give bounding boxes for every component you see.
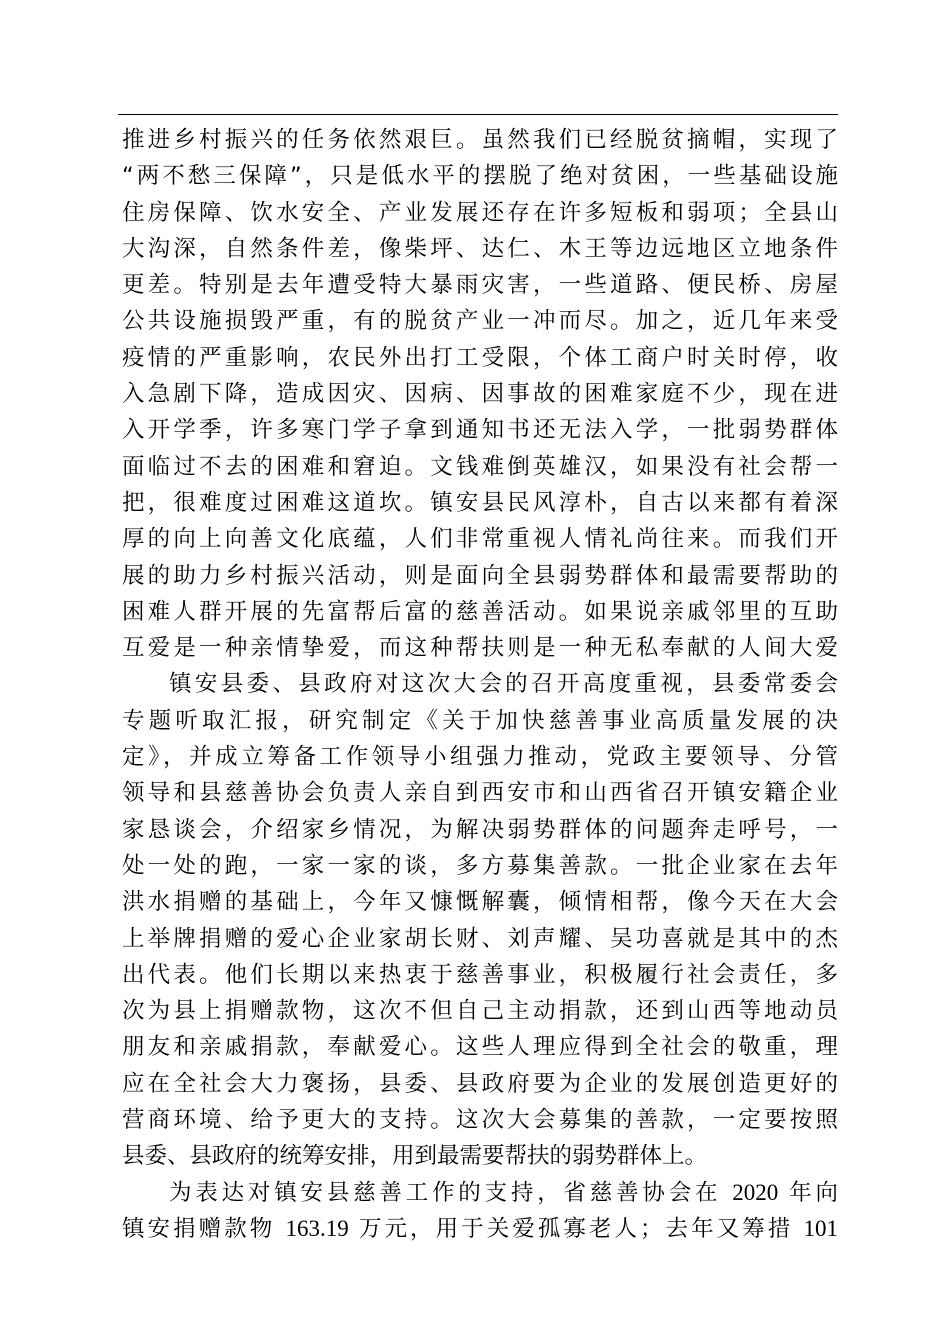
text-line: “两不愁三保障”，只是低水平的摆脱了绝对贫困，一些基础设施 <box>122 163 838 190</box>
text-line <box>122 1211 838 1247</box>
text-line: 定》，并成立筹备工作领导小组强力推动，党政主要领导、分管 <box>122 744 838 771</box>
text-segment: 镇安捐赠款物 <box>122 1215 286 1242</box>
text-line: 入急剧下降，造成因灾、因病、因事故的困难家庭不少，现在进 <box>122 381 838 408</box>
year-number: 2020 <box>732 1179 779 1205</box>
text-line: 次为县上捐赠款物，这次不但自己主动捐款，还到山西等地动员 <box>122 998 838 1025</box>
paragraph-last-line: 县委、县政府的统筹安排，用到最需要帮扶的弱势群体上。 <box>122 1143 708 1170</box>
text-line: 朋友和亲戚捐款，奉献爱心。这些人理应得到全社会的敬重，理 <box>122 1034 838 1061</box>
header-rule <box>118 114 838 115</box>
text-line: 住房保障、饮水安全、产业发展还存在许多短板和弱项；全县山 <box>122 199 838 226</box>
text-line: 家恳谈会，介绍家乡情况，为解决弱势群体的问题奔走呼号，一 <box>122 816 838 843</box>
text-line: 展的助力乡村振兴活动，则是面向全县弱势群体和最需要帮助的 <box>122 562 838 589</box>
paragraph-first-line <box>122 1175 838 1211</box>
text-line: 公共设施损毁严重，有的脱贫产业一冲而尽。加之，近几年来受 <box>122 308 838 335</box>
text-segment: 万元，用于关爱孤寡老人；去年又筹措 <box>348 1215 804 1242</box>
text-line: 出代表。他们长期以来热衷于慈善事业，积极履行社会责任，多 <box>122 961 838 988</box>
text-line: 疫情的严重影响，农民外出打工受限，个体工商户时关时停，收 <box>122 344 838 371</box>
text-line: 厚的向上向善文化底蕴，人们非常重视人情礼尚往来。而我们开 <box>122 526 838 553</box>
text-line: 推进乡村振兴的任务依然艰巨。虽然我们已经脱贫摘帽，实现了 <box>122 127 838 153</box>
amount-number: 163.19 <box>285 1215 349 1241</box>
paragraph-first-line: 镇安县委、县政府对这次大会的召开高度重视，县委常委会 <box>169 671 838 698</box>
text-line: 大沟深，自然条件差，像柴坪、达仁、木王等边远地区立地条件 <box>122 235 838 262</box>
text-line: 入开学季，许多寒门学子拿到通知书还无法入学，一批弱势群体 <box>122 417 838 444</box>
text-segment: 为表达对镇安县慈善工作的支持，省慈善协会在 <box>169 1179 733 1206</box>
text-segment: 年向 <box>778 1179 838 1206</box>
text-line: 困难人群开展的先富帮后富的慈善活动。如果说亲戚邻里的互助 <box>122 598 838 625</box>
text-line: 更差。特别是去年遭受特大暴雨灾害，一些道路、便民桥、房屋 <box>122 272 838 299</box>
amount-number: 101 <box>803 1215 838 1241</box>
body-text <box>122 122 838 1247</box>
text-line: 洪水捐赠的基础上，今年又慷慨解囊，倾情相帮，像今天在大会 <box>122 889 838 916</box>
text-line: 互爱是一种亲情挚爱，而这种帮扶则是一种无私奉献的人间大爱 <box>122 635 838 662</box>
text-line: 上举牌捐赠的爱心企业家胡长财、刘声耀、吴功喜就是其中的杰 <box>122 925 838 952</box>
text-line: 面临过不去的困难和窘迫。文钱难倒英雄汉，如果没有社会帮一 <box>122 453 838 480</box>
text-line: 把，很难度过困难这道坎。镇安县民风淳朴，自古以来都有着深 <box>122 489 838 516</box>
text-line: 领导和县慈善协会负责人亲自到西安市和山西省召开镇安籍企业 <box>122 780 838 807</box>
text-line: 应在全社会大力褒扬，县委、县政府要为企业的发展创造更好的 <box>122 1070 838 1097</box>
text-line: 营商环境、给予更大的支持。这次大会募集的善款，一定要按照 <box>122 1107 838 1134</box>
text-line: 处一处的跑，一家一家的谈，多方募集善款。一批企业家在去年 <box>122 852 838 879</box>
text-line: 专题听取汇报，研究制定《关于加快慈善事业高质量发展的决 <box>122 707 838 734</box>
